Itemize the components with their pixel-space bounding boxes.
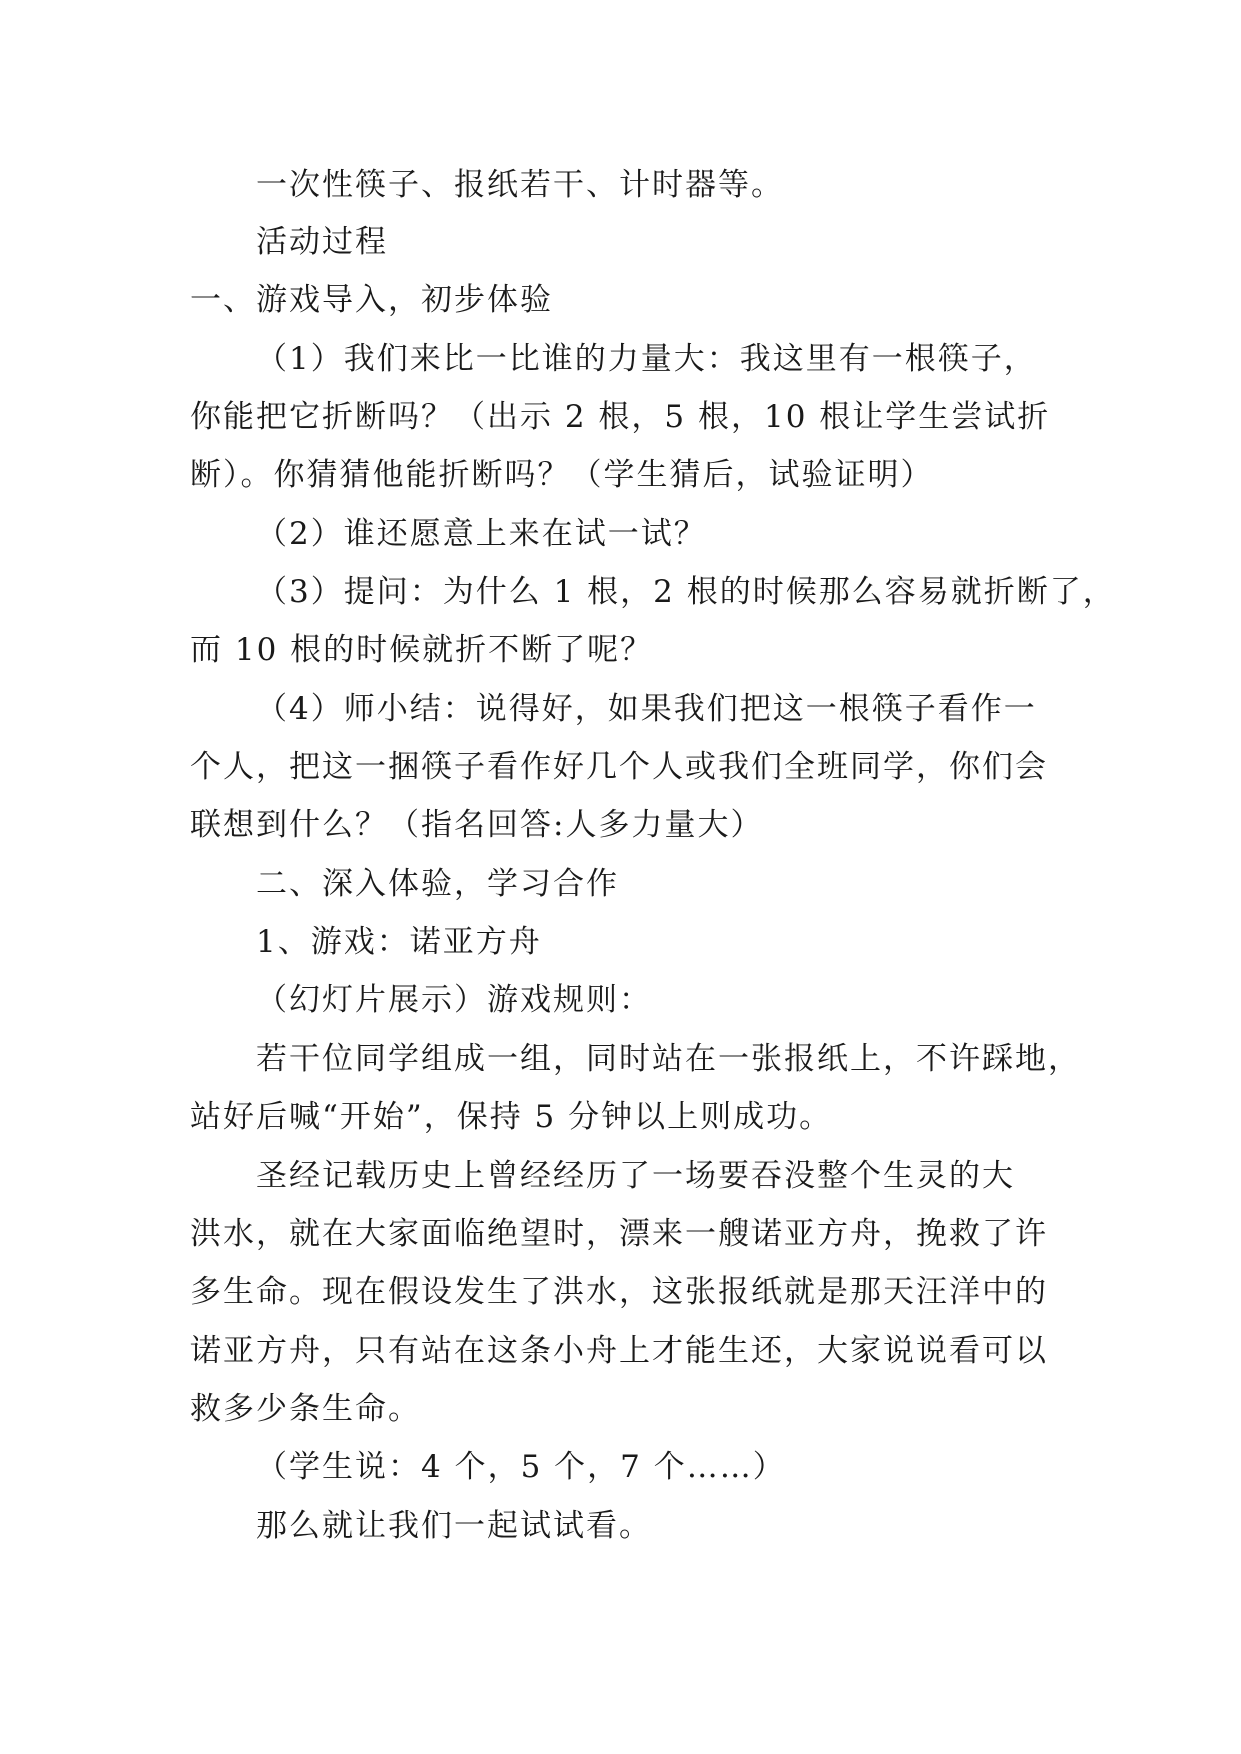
paragraph-line: （2）谁还愿意上来在试一试？	[256, 516, 707, 552]
paragraph-line: （4）师小结：说得好，如果我们把这一根筷子看作一	[256, 691, 1037, 727]
activity-process-heading: 活动过程	[256, 224, 388, 260]
paragraph-line: 若干位同学组成一组，同时站在一张报纸上，不许踩地，	[256, 1041, 1081, 1077]
paragraph-line: 圣经记载历史上曾经经历了一场要吞没整个生灵的大	[256, 1158, 1015, 1194]
paragraph-line: 联想到什么？（指名回答:人多力量大）	[190, 807, 764, 843]
paragraph-line: （1）我们来比一比谁的力量大：我这里有一根筷子，	[256, 341, 1037, 377]
paragraph-line: 你能把它折断吗？（出示 2 根，5 根，10 根让学生尝试折	[190, 399, 1051, 435]
paragraph-line: （学生说：4 个，5 个，7 个……）	[256, 1449, 786, 1485]
paragraph-line: 那么就让我们一起试试看。	[256, 1508, 652, 1544]
paragraph-line: 个人，把这一捆筷子看作好几个人或我们全班同学，你们会	[190, 749, 1048, 785]
paragraph-line: 站好后喊“开始”，保持 5 分钟以上则成功。	[190, 1099, 833, 1135]
paragraph-line: 而 10 根的时候就折不断了呢？	[190, 632, 654, 668]
paragraph-line: 断）。你猜猜他能折断吗？（学生猜后，试验证明）	[190, 457, 934, 493]
paragraph-line: 诺亚方舟，只有站在这条小舟上才能生还，大家说说看可以	[190, 1333, 1048, 1369]
materials-line: 一次性筷子、报纸若干、计时器等。	[256, 167, 784, 203]
game-rules-label: （幻灯片展示）游戏规则：	[256, 982, 652, 1018]
section-two-heading: 二、深入体验，学习合作	[256, 866, 619, 902]
paragraph-line: 救多少条生命。	[190, 1391, 421, 1427]
paragraph-line: 多生命。现在假设发生了洪水，这张报纸就是那天汪洋中的	[190, 1274, 1048, 1310]
paragraph-line: （3）提问：为什么 1 根，2 根的时候那么容易就折断了，	[256, 574, 1116, 610]
game-title: 1、游戏：诺亚方舟	[256, 924, 542, 960]
paragraph-line: 洪水，就在大家面临绝望时，漂来一艘诺亚方舟，挽救了许	[190, 1216, 1048, 1252]
section-one-heading: 一、游戏导入，初步体验	[190, 282, 553, 318]
